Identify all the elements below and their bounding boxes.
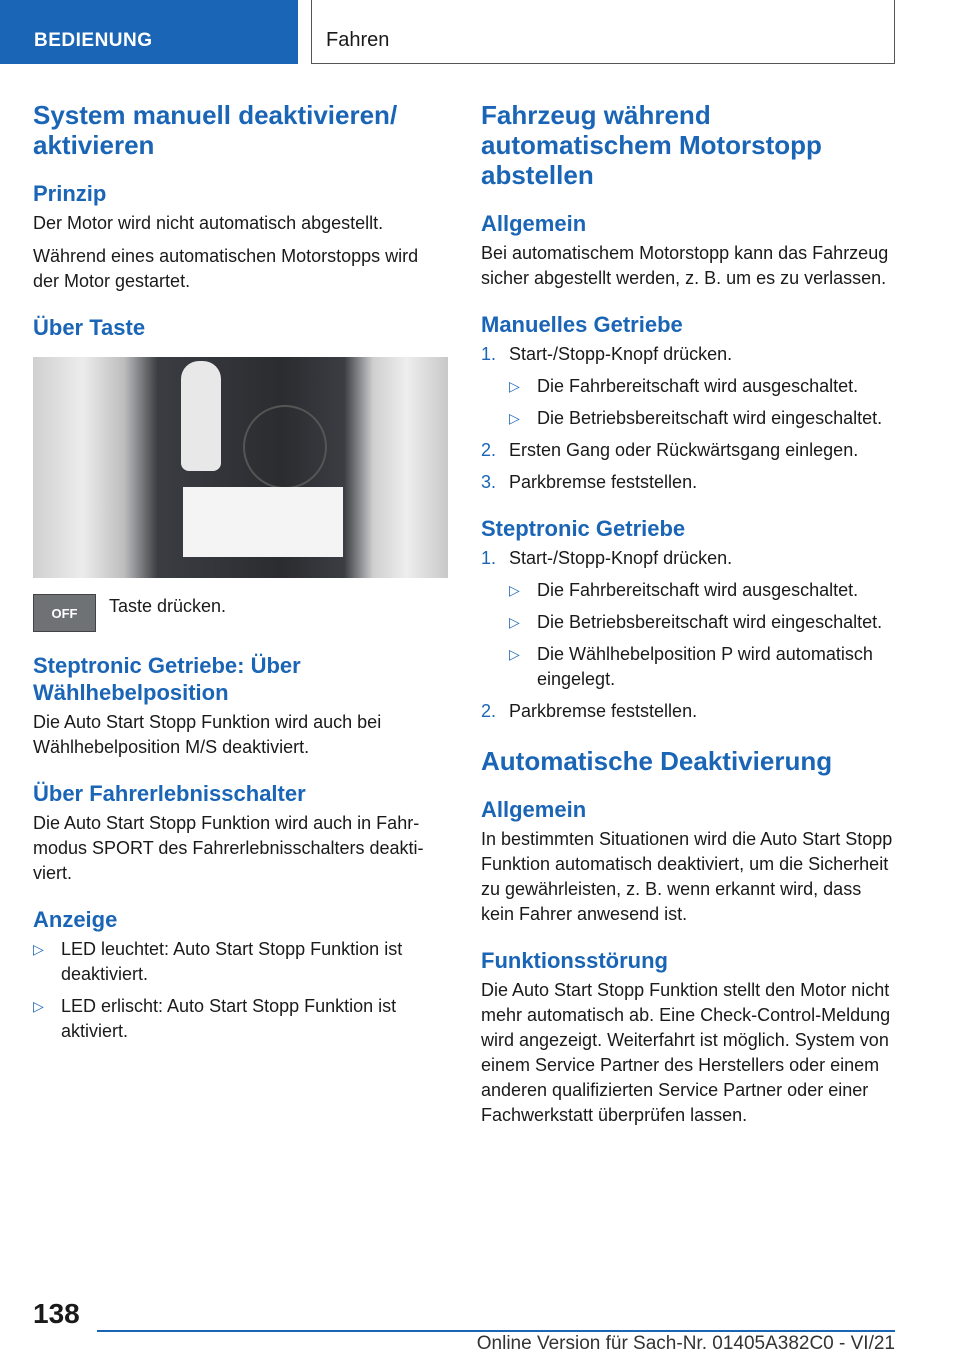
step-item: 3. Parkbremse feststellen.	[481, 472, 698, 492]
chapter-title: Fahren	[311, 0, 895, 64]
steptronic-steps	[481, 546, 896, 724]
list-item: ▷ Die Wählhebelposition P wird automatisch eingelegt.	[509, 644, 873, 689]
anzeige-list	[33, 937, 448, 1044]
list-item: ▷ Die Betriebsbereitschaft wird eingeschaltet.	[509, 610, 896, 635]
center-console-photo	[33, 357, 448, 578]
triangle-bullet-icon: ▷	[509, 410, 520, 426]
heading-auto-allgemein: Allgemein	[481, 797, 587, 822]
left-title: System manuell deaktivieren/ aktivieren	[33, 100, 398, 160]
heading-auto-deaktivierung: Automatische Deaktivierung	[481, 746, 833, 776]
heading-steptronic-right: Steptronic Getriebe	[481, 516, 686, 541]
steptronic-left-p: Die Auto Start Stopp Funktion wird auch bei Wählhebelposition M/S deaktiviert.	[33, 712, 382, 757]
step-item: 1. Start-/Stopp-Knopf drücken. ▷ Die Fahrbereitschaft wird ausgeschaltet. ▷ Die Betriebsbereitschaft wird eingeschaltet. ▷ Die Wählhebelposition P wird automatisch eingelegt.	[481, 546, 896, 692]
triangle-bullet-icon: ▷	[33, 941, 44, 957]
list-item: ▷ LED erlischt: Auto Start Stopp Funktion ist aktiviert.	[33, 996, 397, 1041]
prinzip-p2: Während eines automatischen Motorstopps wird der Motor gestartet.	[33, 246, 419, 291]
step-item: 2. Ersten Gang oder Rückwärtsgang einlegen.	[481, 440, 859, 460]
button-instruction	[33, 594, 448, 632]
tray-shape	[183, 487, 343, 557]
footer-text: Online Version für Sach-Nr. 01405A382C0 - VI/21	[476, 1333, 895, 1354]
off-label: OFF	[51, 605, 78, 621]
prinzip-p1: Der Motor wird nicht automatisch abgestellt.	[33, 213, 384, 233]
step-item: 1. Start-/Stopp-Knopf drücken. ▷ Die Fahrbereitschaft wird ausgeschaltet. ▷ Die Betriebsbereitschaft wird eingeschaltet.	[481, 342, 896, 431]
page-number: 138	[33, 1298, 80, 1329]
triangle-bullet-icon: ▷	[509, 378, 520, 394]
right-column	[481, 100, 896, 1136]
fahrerlebnis-p: Die Auto Start Stopp Funktion wird auch in Fahrmodus SPORT des Fahrerlebnisschalters deaktiviert.	[33, 813, 424, 883]
heading-manuell: Manuelles Getriebe	[481, 312, 683, 337]
heading-anzeige: Anzeige	[33, 907, 118, 932]
triangle-bullet-icon: ▷	[509, 614, 520, 630]
triangle-bullet-icon: ▷	[509, 646, 520, 662]
triangle-bullet-icon: ▷	[509, 582, 520, 598]
funktionsstoerung-p: Die Auto Start Stopp Funktion stellt den Motor nicht mehr automatisch ab. Eine Check-Control-Meldung wird angezeigt. Weiterfahrt ist möglich. System von einem Service Partner des Herstellers oder einem anderen qualifizierten Service Partner oder einer Fachwerkstatt überprüfen lassen.	[481, 980, 891, 1125]
manuell-steps	[481, 342, 896, 495]
heading-prinzip: Prinzip	[33, 181, 107, 206]
taste-instruction: Taste drücken.	[109, 596, 227, 616]
right-title: Fahrzeug während automatischem Motorstopp abstellen	[481, 100, 822, 190]
list-item: ▷ Die Fahrbereitschaft wird ausgeschaltet.	[509, 578, 896, 603]
heading-steptronic-left: Steptronic Getriebe: Über Wählhebelposition	[33, 653, 301, 705]
heading-allgemein: Allgemein	[481, 211, 587, 236]
allgemein-p: Bei automatischem Motorstopp kann das Fahrzeug sicher abgestellt werden, z. B. um es zu verlassen.	[481, 243, 889, 288]
controller-dial-shape	[243, 405, 327, 489]
auto-start-stop-off-icon	[33, 594, 96, 632]
section-tab: BEDIENUNG	[0, 0, 298, 64]
heading-funktionsstoerung: Funktionsstörung	[481, 948, 668, 973]
triangle-bullet-icon: ▷	[33, 998, 44, 1014]
auto-allgemein-p: In bestimmten Situationen wird die Auto Start Stopp Funktion automatisch deaktiviert, um die Sicherheit zu gewährleisten, z. B. wenn erkannt wird, dass kein Fahrer anwesend ist.	[481, 829, 893, 924]
heading-fahrerlebnis: Über Fahrerlebnisschalter	[33, 781, 306, 806]
heading-taste: Über Taste	[33, 315, 146, 340]
left-column	[33, 100, 448, 1051]
list-item: ▷ Die Betriebsbereitschaft wird eingeschaltet.	[509, 406, 896, 431]
gear-selector-shape	[181, 361, 221, 471]
list-item: ▷ LED leuchtet: Auto Start Stopp Funktion ist deaktiviert.	[33, 939, 403, 984]
list-item: ▷ Die Fahrbereitschaft wird ausgeschaltet.	[509, 374, 896, 399]
step-item: 2. Parkbremse feststellen.	[481, 701, 698, 721]
footer-divider	[97, 1330, 895, 1332]
